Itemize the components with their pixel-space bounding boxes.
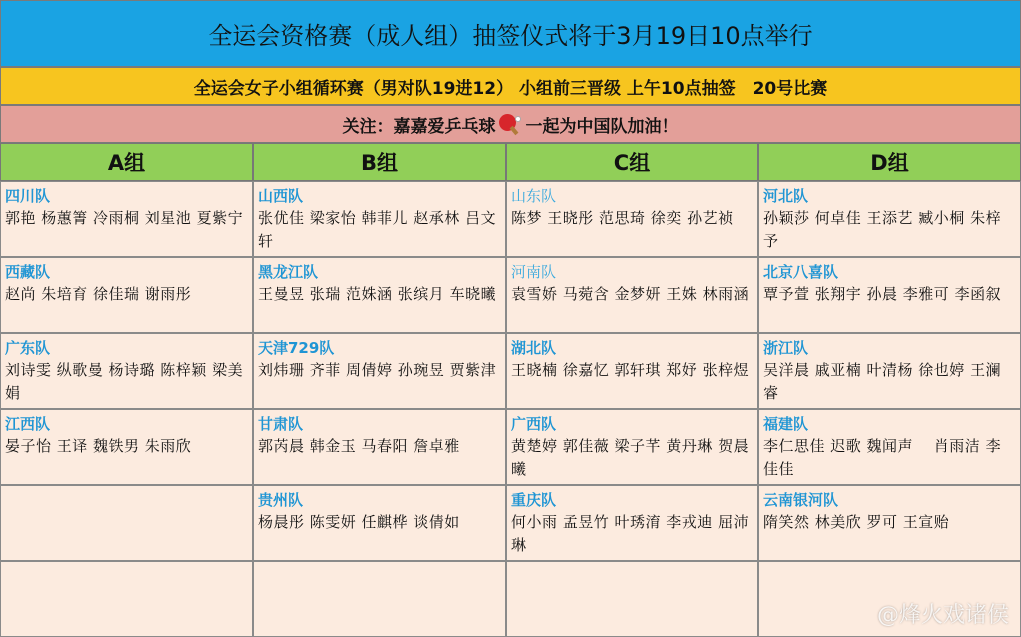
notice-text-before: 关注：嘉嘉爱乒乓球 xyxy=(342,116,496,137)
player-list: 王曼昱 张瑞 范姝涵 张缤月 车晓曦 xyxy=(258,285,497,303)
player-list: 赵尚 朱培育 徐佳瑞 谢雨彤 xyxy=(5,285,192,303)
team-name: 北京八喜队 xyxy=(763,263,839,281)
team-cell xyxy=(253,485,506,561)
player-list: 陈梦 王晓彤 范思琦 徐奕 孙艺祯 xyxy=(511,209,734,227)
group-header: D组 xyxy=(758,143,1021,181)
player-list: 李仁思佳 迟歌 魏闻声 肖雨洁 李佳佳 xyxy=(763,437,1002,478)
team-cell xyxy=(506,561,758,637)
player-list: 张优佳 梁家怡 韩菲儿 赵承林 吕文轩 xyxy=(258,209,497,250)
player-list: 刘诗雯 纵歌曼 杨诗璐 陈梓颖 梁美娟 xyxy=(5,361,244,402)
team-cell xyxy=(0,181,253,257)
team-name: 江西队 xyxy=(5,415,51,433)
team-cell xyxy=(506,485,758,561)
group-draw-table xyxy=(0,143,1021,637)
player-list: 郭艳 杨蕙箐 冷雨桐 刘星池 夏紫宁 xyxy=(5,209,244,227)
team-name: 重庆队 xyxy=(511,491,557,509)
team-name: 山西队 xyxy=(258,187,304,205)
player-list: 何小雨 孟昱竹 叶琇淯 李戎迪 屈沛琳 xyxy=(511,513,750,554)
group-header: A组 xyxy=(0,143,253,181)
team-cell xyxy=(758,485,1021,561)
team-name: 四川队 xyxy=(5,187,51,205)
watermark: @烽火戏诸侯 xyxy=(876,603,1009,628)
player-list: 杨晨彤 陈雯妍 任麒桦 谈倩如 xyxy=(258,513,460,531)
team-cell xyxy=(758,181,1021,257)
team-name: 福建队 xyxy=(763,415,809,433)
team-cell xyxy=(758,409,1021,485)
player-list: 孙颖莎 何卓佳 王添艺 臧小桐 朱梓予 xyxy=(763,209,1002,250)
group-header: B组 xyxy=(253,143,506,181)
player-list: 吴洋晨 戚亚楠 叶清杨 徐也婷 王澜睿 xyxy=(763,361,1002,402)
team-cell xyxy=(0,485,253,561)
team-name: 西藏队 xyxy=(5,263,51,281)
team-name: 云南银河队 xyxy=(763,491,839,509)
team-cell xyxy=(506,181,758,257)
team-cell xyxy=(253,561,506,637)
team-name: 浙江队 xyxy=(763,339,809,357)
team-cell xyxy=(0,257,253,333)
player-list: 隋笑然 林美欣 罗可 王宣贻 xyxy=(763,513,950,531)
notice-text-after: 一起为中国队加油！ xyxy=(525,116,679,137)
notice-banner xyxy=(0,105,1021,143)
player-list: 袁雪娇 马菀含 金梦妍 王姝 林雨涵 xyxy=(511,285,750,303)
team-name: 湖北队 xyxy=(511,339,557,357)
team-cell xyxy=(253,333,506,409)
team-cell xyxy=(0,561,253,637)
team-name: 河南队 xyxy=(511,263,557,281)
team-cell xyxy=(253,409,506,485)
page-title: 全运会资格赛（成人组）抽签仪式将于3月19日10点举行 xyxy=(0,0,1021,67)
team-name: 广东队 xyxy=(5,339,51,357)
team-name: 黑龙江队 xyxy=(258,263,319,281)
team-cell xyxy=(253,257,506,333)
team-cell xyxy=(506,409,758,485)
team-cell xyxy=(0,333,253,409)
team-cell xyxy=(758,257,1021,333)
group-header: C组 xyxy=(506,143,758,181)
team-name: 广西队 xyxy=(511,415,557,433)
player-list: 晏子怡 王译 魏铁男 朱雨欣 xyxy=(5,437,192,455)
player-list: 王晓楠 徐嘉忆 郭轩琪 郑妤 张梓煜 xyxy=(511,361,750,379)
team-cell xyxy=(0,409,253,485)
team-name: 河北队 xyxy=(763,187,809,205)
player-list: 覃予萱 张翔宇 孙晨 李雅可 李函叙 xyxy=(763,285,1002,303)
team-name: 山东队 xyxy=(511,187,557,205)
competition-subtitle: 全运会女子小组循环赛（男对队19进12） 小组前三晋级 上午10点抽签 20号比赛 xyxy=(0,67,1021,105)
player-list: 郭芮晨 韩金玉 马春阳 詹卓雅 xyxy=(258,437,460,455)
team-name: 天津729队 xyxy=(258,339,335,357)
player-list: 刘炜珊 齐菲 周倩婷 孙琬昱 贾紫津 xyxy=(258,361,497,379)
team-cell xyxy=(253,181,506,257)
team-name: 甘肃队 xyxy=(258,415,304,433)
ping-pong-paddle-icon xyxy=(498,114,522,134)
team-cell xyxy=(506,333,758,409)
team-cell xyxy=(758,333,1021,409)
team-cell xyxy=(506,257,758,333)
player-list: 黄楚婷 郭佳薇 梁子芊 黄丹琳 贺晨曦 xyxy=(511,437,750,478)
team-name: 贵州队 xyxy=(258,491,304,509)
